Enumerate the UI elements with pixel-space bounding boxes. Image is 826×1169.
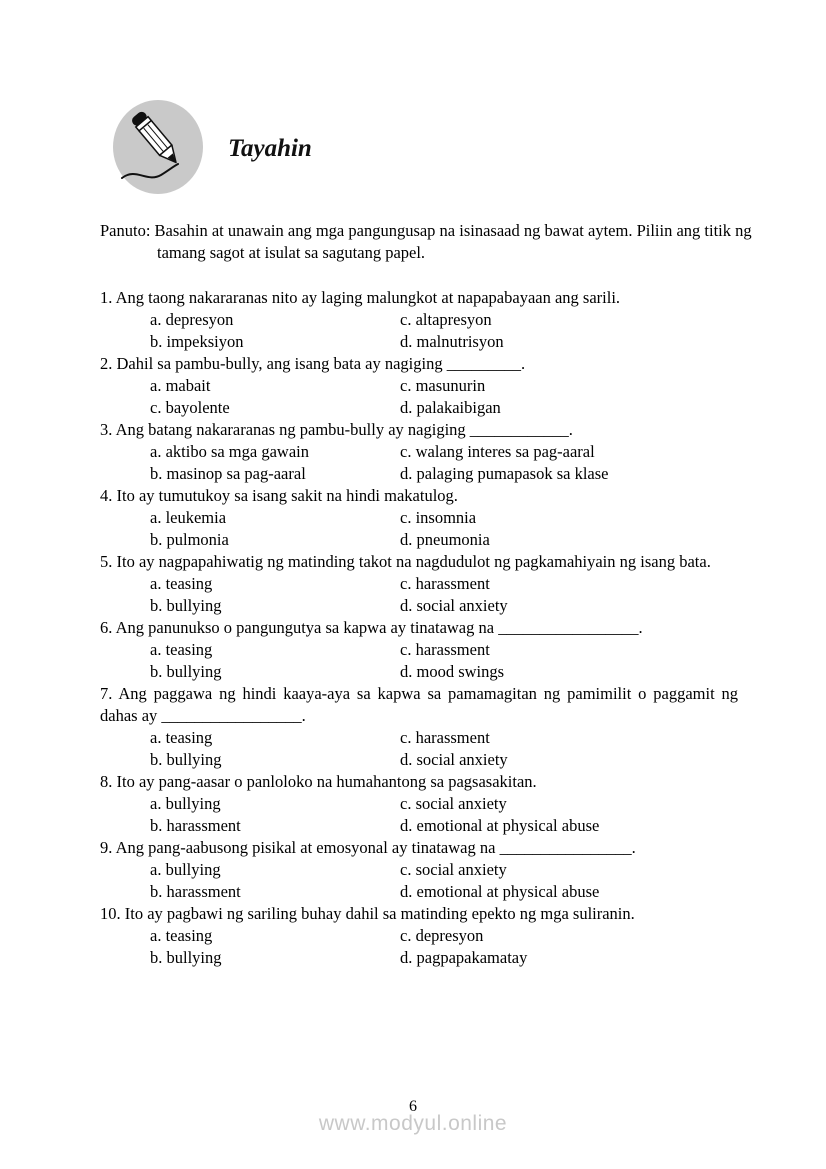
option: c. insomnia (400, 508, 477, 527)
question-number: 1. (100, 288, 113, 307)
question-line (100, 551, 738, 573)
option: c. harassment (400, 728, 490, 747)
option: b. pulmonia (150, 530, 229, 549)
question-block (100, 485, 738, 551)
instructions (100, 220, 801, 264)
question-block (100, 617, 738, 683)
question-line (100, 837, 738, 859)
question-number: 8. (100, 772, 113, 791)
option: d. social anxiety (400, 750, 508, 769)
option: a. mabait (150, 376, 211, 395)
page-number: 6 (409, 1098, 417, 1115)
options-grid (100, 859, 738, 903)
question-text: Ito ay pang-aasar o panloloko na humahantong sa pagsasakitan. (116, 772, 537, 791)
question-line (100, 903, 738, 925)
option: a. teasing (150, 926, 213, 945)
option: a. teasing (150, 640, 213, 659)
question-block (100, 551, 738, 617)
option: c. walang interes sa pag-aaral (400, 442, 595, 461)
question-block (100, 287, 738, 353)
instructions-text: Basahin at unawain ang mga pangungusap na isinasaad ng bawat aytem. Piliin ang titik ng tamang sagot at isulat sa sagutang papel. (154, 221, 752, 262)
option: b. harassment (150, 816, 241, 835)
question-list (100, 287, 738, 969)
question-text: Ang paggawa ng hindi kaaya-aya sa kapwa sa pamamagitan ng pamimilit o paggamit ng dahas ay _________________. (100, 684, 739, 725)
question-block (100, 903, 738, 969)
option: d. palakaibigan (400, 398, 501, 417)
question-line (100, 419, 738, 441)
option: d. social anxiety (400, 596, 508, 615)
option: a. teasing (150, 728, 213, 747)
question-number: 3. (100, 420, 113, 439)
watermark-url: www.modyul.online (318, 1112, 508, 1135)
option: d. emotional at physical abuse (400, 882, 600, 901)
option: a. teasing (150, 574, 213, 593)
option: c. social anxiety (400, 794, 507, 813)
option: c. depresyon (400, 926, 484, 945)
question-text: Ito ay pagbawi ng sariling buhay dahil sa matinding epekto ng mga suliranin. (124, 904, 635, 923)
question-number: 2. (100, 354, 113, 373)
question-number: 9. (100, 838, 113, 857)
question-text: Ang pang-aabusong pisikal at emosyonal ay tinatawag na ________________. (115, 838, 636, 857)
options-grid (100, 639, 738, 683)
option: d. mood swings (400, 662, 505, 681)
page-title: Tayahin (228, 135, 312, 162)
question-text: Ito ay nagpapahiwatig ng matinding takot na nagdudulot ng pagkamahiyain ng isang bata. (116, 552, 711, 571)
options-grid (100, 507, 738, 551)
question-text: Ang batang nakararanas ng pambu-bully ay nagiging ____________. (115, 420, 573, 439)
option: c. social anxiety (400, 860, 507, 879)
option: a. depresyon (150, 310, 234, 329)
question-line (100, 617, 738, 639)
option: b. masinop sa pag-aaral (150, 464, 306, 483)
question-number: 10. (100, 904, 121, 923)
option: d. palaging pumapasok sa klase (400, 464, 609, 483)
option: a. aktibo sa mga gawain (150, 442, 309, 461)
option: c. bayolente (150, 398, 230, 417)
option: b. bullying (150, 750, 222, 769)
question-block (100, 771, 738, 837)
question-line (100, 287, 738, 309)
option: d. pagpapakamatay (400, 948, 528, 967)
option: b. bullying (150, 662, 222, 681)
question-number: 7. (100, 684, 113, 703)
option: d. malnutrisyon (400, 332, 504, 351)
option: a. bullying (150, 860, 221, 879)
option: c. harassment (400, 640, 490, 659)
question-number: 5. (100, 552, 113, 571)
question-line (100, 485, 738, 507)
question-number: 6. (100, 618, 113, 637)
question-line (100, 353, 738, 375)
option: b. harassment (150, 882, 241, 901)
question-text: Ang panunukso o pangungutya sa kapwa ay tinatawag na _________________. (115, 618, 643, 637)
option: c. altapresyon (400, 310, 492, 329)
options-grid (100, 573, 738, 617)
option: c. masunurin (400, 376, 486, 395)
option: a. leukemia (150, 508, 227, 527)
options-grid (100, 441, 738, 485)
option: b. impeksiyon (150, 332, 244, 351)
question-block (100, 419, 738, 485)
question-block (100, 683, 738, 771)
question-block (100, 353, 738, 419)
option: d. emotional at physical abuse (400, 816, 600, 835)
question-line (100, 683, 738, 727)
option: b. bullying (150, 948, 222, 967)
question-text: Dahil sa pambu-bully, ang isang bata ay nagiging _________. (116, 354, 526, 373)
question-number: 4. (100, 486, 113, 505)
options-grid (100, 925, 738, 969)
option: d. pneumonia (400, 530, 490, 549)
question-line (100, 771, 738, 793)
options-grid (100, 793, 738, 837)
option: a. bullying (150, 794, 221, 813)
options-grid (100, 309, 738, 353)
option: c. harassment (400, 574, 490, 593)
instructions-label: Panuto: (100, 221, 151, 240)
question-block (100, 837, 738, 903)
options-grid (100, 727, 738, 771)
question-text: Ito ay tumutukoy sa isang sakit na hindi makatulog. (116, 486, 458, 505)
question-text: Ang taong nakararanas nito ay laging malungkot at napapabayaan ang sarili. (115, 288, 621, 307)
pencil-icon (112, 99, 204, 195)
option: b. bullying (150, 596, 222, 615)
options-grid (100, 375, 738, 419)
